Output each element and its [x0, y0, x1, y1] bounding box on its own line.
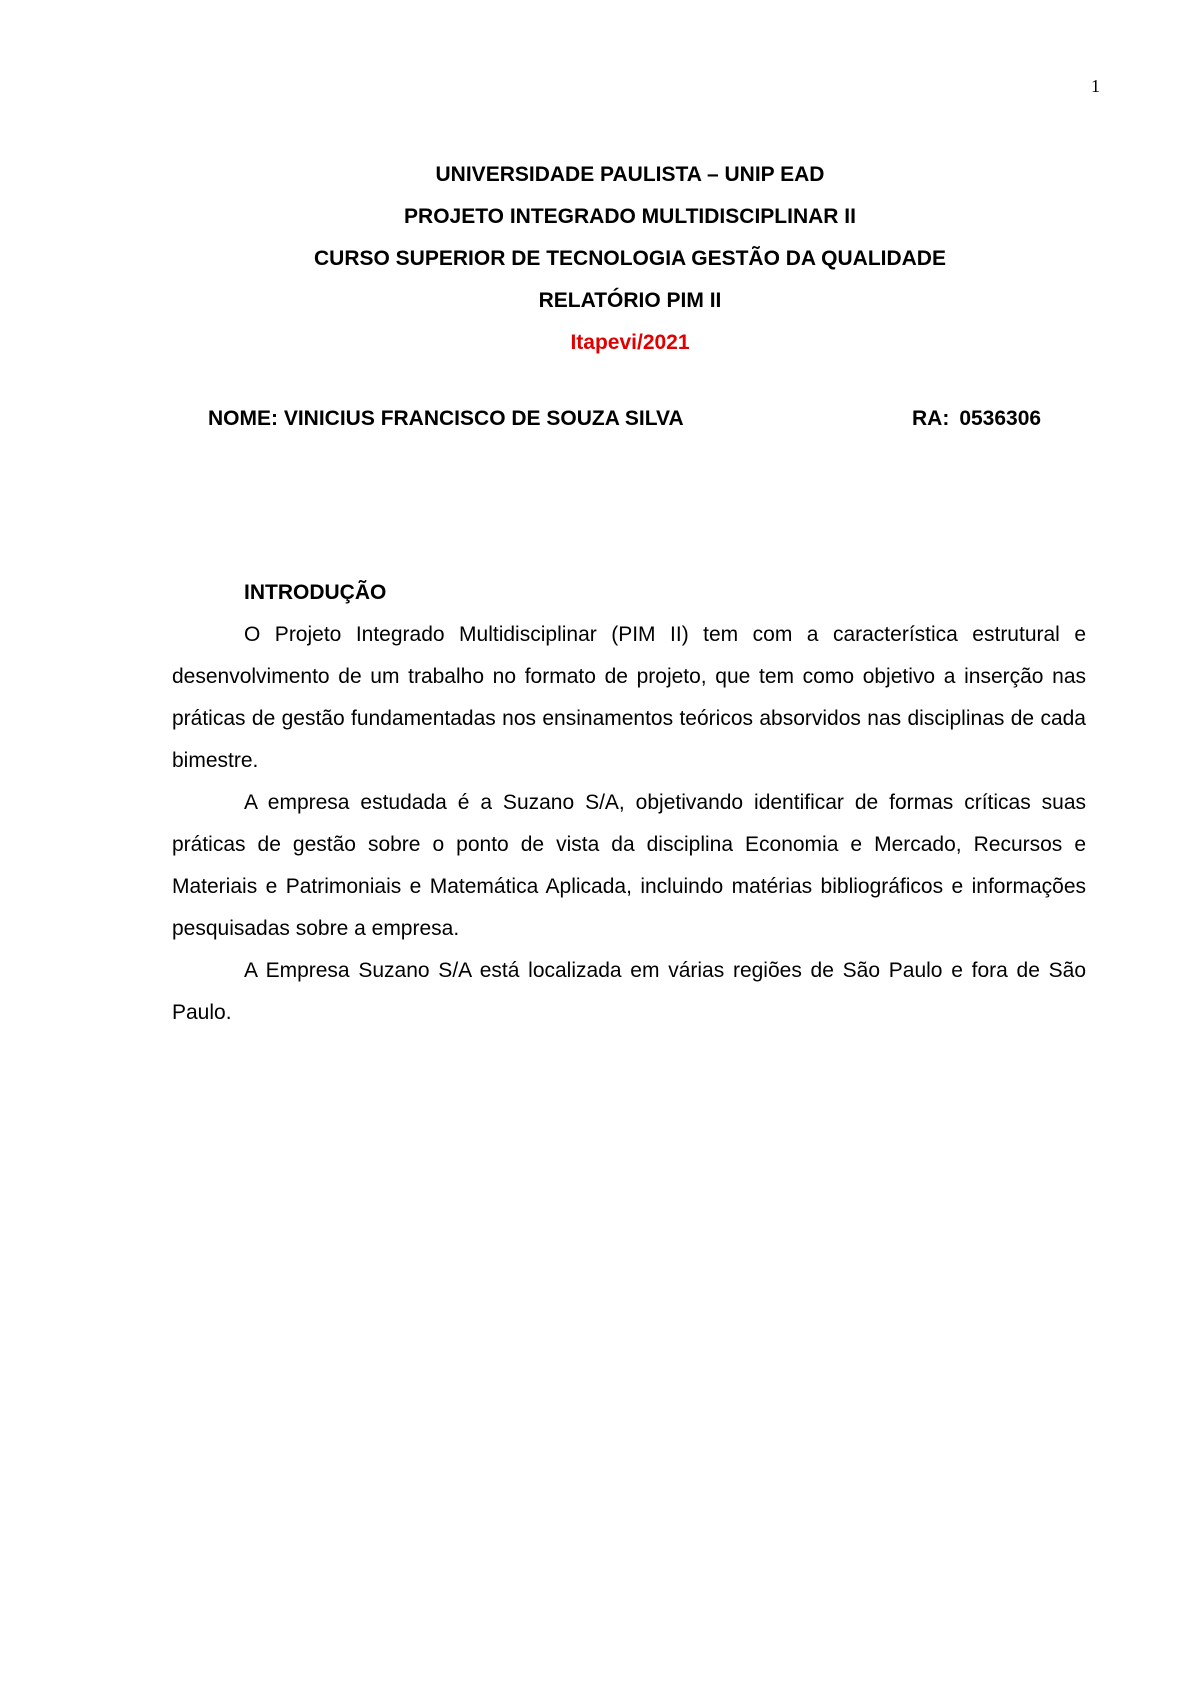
project-name: PROJETO INTEGRADO MULTIDISCIPLINAR II — [404, 205, 856, 228]
name-label: NOME: — [208, 407, 278, 430]
page-number: 1 — [1091, 76, 1100, 96]
title-block — [170, 154, 1090, 364]
ra-label: RA: — [912, 407, 950, 430]
section-title: INTRODUÇÃO — [244, 581, 387, 604]
report-title: RELATÓRIO PIM II — [538, 289, 722, 312]
ra-value: 0536306 — [959, 407, 1042, 430]
paragraph: O Projeto Integrado Multidisciplinar (PIM II) tem com a característica estrutural e desenvolvimento de um trabalho no formato de projeto, que tem como objetivo a inserção nas práticas de gestão fundamentadas nos ensinamentos teóricos absorvidos nas disciplinas de cada bimestre. — [172, 623, 1086, 772]
student-name-field — [208, 407, 684, 431]
student-ra-field — [912, 407, 1041, 431]
introduction-section — [172, 572, 1086, 1034]
city-year: Itapevi/2021 — [570, 331, 690, 354]
student-name: VINICIUS FRANCISCO DE SOUZA SILVA — [283, 407, 684, 430]
university-name: UNIVERSIDADE PAULISTA – UNIP EAD — [435, 163, 825, 186]
student-info — [208, 407, 1084, 437]
paragraph: A empresa estudada é a Suzano S/A, objetivando identificar de formas críticas suas práticas de gestão sobre o ponto de vista da disciplina Economia e Mercado, Recursos e Materiais e Patrimoniais e Matemática Aplicada, incluindo matérias bibliográficos e informações pesquisadas sobre a empresa. — [172, 791, 1086, 940]
course-name: CURSO SUPERIOR DE TECNOLOGIA GESTÃO DA QUALIDADE — [314, 247, 946, 270]
paragraph: A Empresa Suzano S/A está localizada em várias regiões de São Paulo e fora de São Paulo. — [172, 959, 1086, 1024]
